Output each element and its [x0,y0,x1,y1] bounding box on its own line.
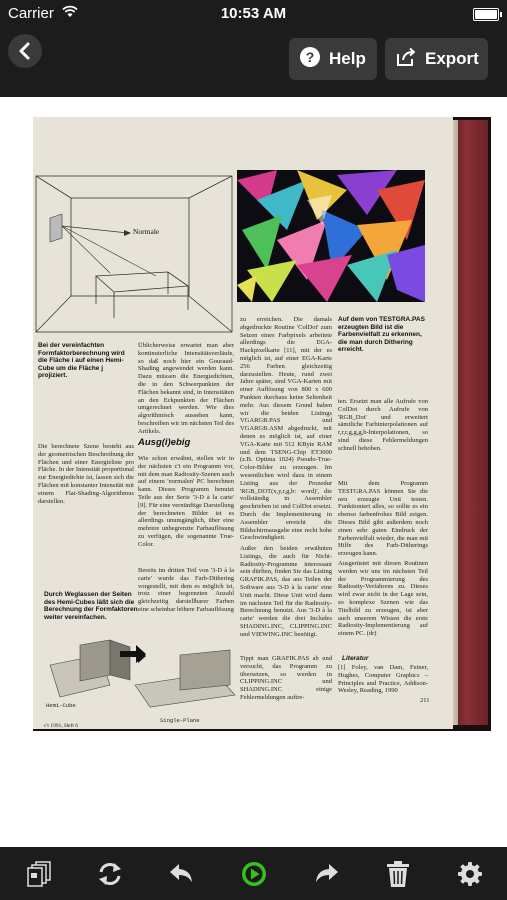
share-icon [395,46,417,73]
caption-bottom-left: Durch Weglassen der Seiten des Hemi-Cubes läßt sich die Berechnung der Formfaktoren weiter vereinfachen. [44,591,138,621]
literature-text: [1] Foley, van Dam, Feiner, Hughes, Computer Graphics – Principles and Practice, Addison-Wesley, Reading, 1990 [338,664,428,695]
column-4-text-top: ten. Ersetzt man alle Aufrufe von ColDot durch Aufrufe von 'RGB_Dot' und erweitert sämtliche Farbinterpolationen auf r,r,r,g,g,g,b-Interpolationen, so sind diese Fehlermeldungen schnell behoben. [338,398,428,452]
chevron-left-icon [17,42,33,60]
pages-icon [27,860,53,888]
hemicube-diagram [40,625,240,725]
battery-icon [473,8,499,21]
clock: 10:53 AM [220,5,287,22]
carrier-label: Carrier [8,5,54,22]
caption-right: Auf dem von TESTGRA.PAS erzeugten Bild ist die Farbenvielfalt zu erkennen, die man durch Dithering erreicht. [338,316,425,353]
section-heading: Ausg(i)ebig [138,437,191,448]
column-4-text-bot: Ausgerüstet mit diesen Routinen werden wir uns im nächsten Teil der Programmierung des Radiosity-Verfahrens zu. Dieses wird zwar nicht in der Lage sein, so komplexe Szenen wie das Titelbild zu erzeugen, ist aber auch unserem Wissen die erste Radiosity-Implementierung auf einem PC. (dr) [338,560,428,638]
column-2-text-bot: Bereits im dritten Teil von '3-D à la carte' wurde das Farb-Dithering vorgestellt, mit dem es möglich ist, trotz einer begrenzten Anzahl gleichzeitig darstellbarer Farben eine scheinbar höhere Farbauflösung [138,567,234,613]
rotate-icon [97,861,123,887]
book-spine [452,120,488,725]
column-3-text-bot: Tippt man GRAFIK.PAS ab und versucht, das Programm zu übersetzen, so werden in CLIPPING.INC und SHADING.INC einige Fehlermeldungen auftre- [240,655,332,701]
label-single-plane: Single-Plane [160,717,200,724]
footer-left: c't 1991, Heft 6 [44,723,78,729]
status-bar [0,0,507,30]
undo-icon [169,863,195,885]
navigation-bar [0,0,507,97]
play-icon [240,860,268,888]
gear-icon [457,861,483,887]
settings-button[interactable] [438,847,501,900]
column-1-text: Die berechnete Szene besteht aus der geometrischen Beschreibung der Flächen und einer Energieliste pro Fläche. In der Intensität proportional zur Energiedichte ist, lassen sich die Flächen mit konstanter Intensität mit einem Flat-Shading-Algorithmus darstellen. [38,443,134,505]
help-label: Help [329,49,366,68]
back-button[interactable] [8,34,42,68]
pages-button[interactable] [8,847,71,900]
dithering-image [237,170,425,302]
column-4-text-mid: Mit dem Programm TESTGRA.PAS können Sie die neu erzeugte Unit testen. Funktioniert alles, so sollte es ein ebenso farbenfrohes Bild zeigen. Dieses Bild gibt außerdem noch einen sehr guten Eindruck der Farbenvielfalt wieder, die man mit Hilfe des Farb-Ditherings erzeugen kann. [338,480,428,558]
figure-label-normale: Normale [133,227,160,236]
trash-icon [386,860,410,888]
column-3-text-mid: Außer den beiden erwähnten Listings, die auch für Nicht-Radiosity-Programme interessant sein dürften, finden Sie das Listing GRAFIK.PAS, das aus Teilen der Software aus '3-D à la carte' eine Unit macht. Diese Unit wird dann im nächsten Teil für die Radiosity-Berechnung benutzt. Aus '3-D à la carte' werden die drei Includes SHADING.INC, CLIPPING.INC und VIEWING.INC benötigt. [240,545,332,638]
caption-top-left: Bei der vereinfachten Formfaktorberechnung wird die Fläche i auf einen Hemi-Cube um die Fläche j projiziert. [38,342,125,379]
export-button[interactable] [385,38,488,80]
play-button[interactable] [222,847,285,900]
label-hemi-cube: Hemi-Cube [46,702,76,709]
column-2-text-top: Üblicherweise erwartet man aber kontinuierliche Intensitätsverläufe, so daß noch hier ein Gouraud-Shading angewendet werden kann. Dazu müssen die Energiedichten, die in den Schwerpunkten der Flächen bekannt sind, in Intensitäten an den Eckpunkten der Flächen umgerechnet werden. Wie dies algorithmisch aussehen kann, beschreiben wir im nächsten Teil des Artikels. [138,342,234,435]
rotate-button[interactable] [78,847,141,900]
page-number: 211 [420,697,430,704]
redo-icon [313,863,339,885]
export-label: Export [425,49,479,68]
svg-text:?: ? [305,48,315,65]
delete-button[interactable] [366,847,429,900]
room-diagram [36,176,232,332]
bottom-toolbar [0,847,507,900]
column-2-text-mid: Wie schon erwähnt, stellen wir in der nächsten c't ein Programm vor, mit dem man Radiosity-Szenen auch auf einem 'normalen' PC berechnen kann. Dieses Programm benutzt Teile aus der Serie '3-D à la carte' [9]. Für eine vernünftige Darstellung der berechneten Bilder ist es allerdings unumgänglich, über eine mehrere unbegrenzte Farbauflösung zu verfügen, die sogenannte True-Color. [138,455,234,548]
column-3-text-top: zu erreichen. Die damals abgedruckte Routine 'ColDot' zum Setzen eines Farbpixels arbeitete allerdings die EGA-Hackpixelkarte [11], mit der es möglich ist, auf einer EGA-Karte 256 Farben gleichzeitig darzustellen. Heute, rund zwei Jahre später, sind VGA-Karten mit einer Auflösung von 800 x 600 Punkten durchaus keine Seltenheit mehr. Aus diesem Grund haben wir die beiden Listings VGARGB.PAS und VGARGB.ASM abgedruckt, mit denen es möglich ist, auf einer VGA-Karte mit 512 KByte RAM und dem TSENG-Chip ET3000 (z.B. Optima 1024) Pseudo-True-Color-Bilder zu erzeugen. Im wesentlichen wird dazu in einem Listing aus der Prozedur 'RGB_DOT(x,y,r,g,b: word)', die vollständig in Assembler geschrieben ist und ColDot ersetzt. Durch die Implementierung in Assembler erreicht die Bildschirmausgabe eine recht hohe Geschwindigkeit. [240,316,332,542]
undo-button[interactable] [150,847,213,900]
help-button[interactable] [289,38,377,80]
help-icon [299,46,321,73]
literature-heading: Literatur [342,655,369,662]
redo-button[interactable] [294,847,357,900]
